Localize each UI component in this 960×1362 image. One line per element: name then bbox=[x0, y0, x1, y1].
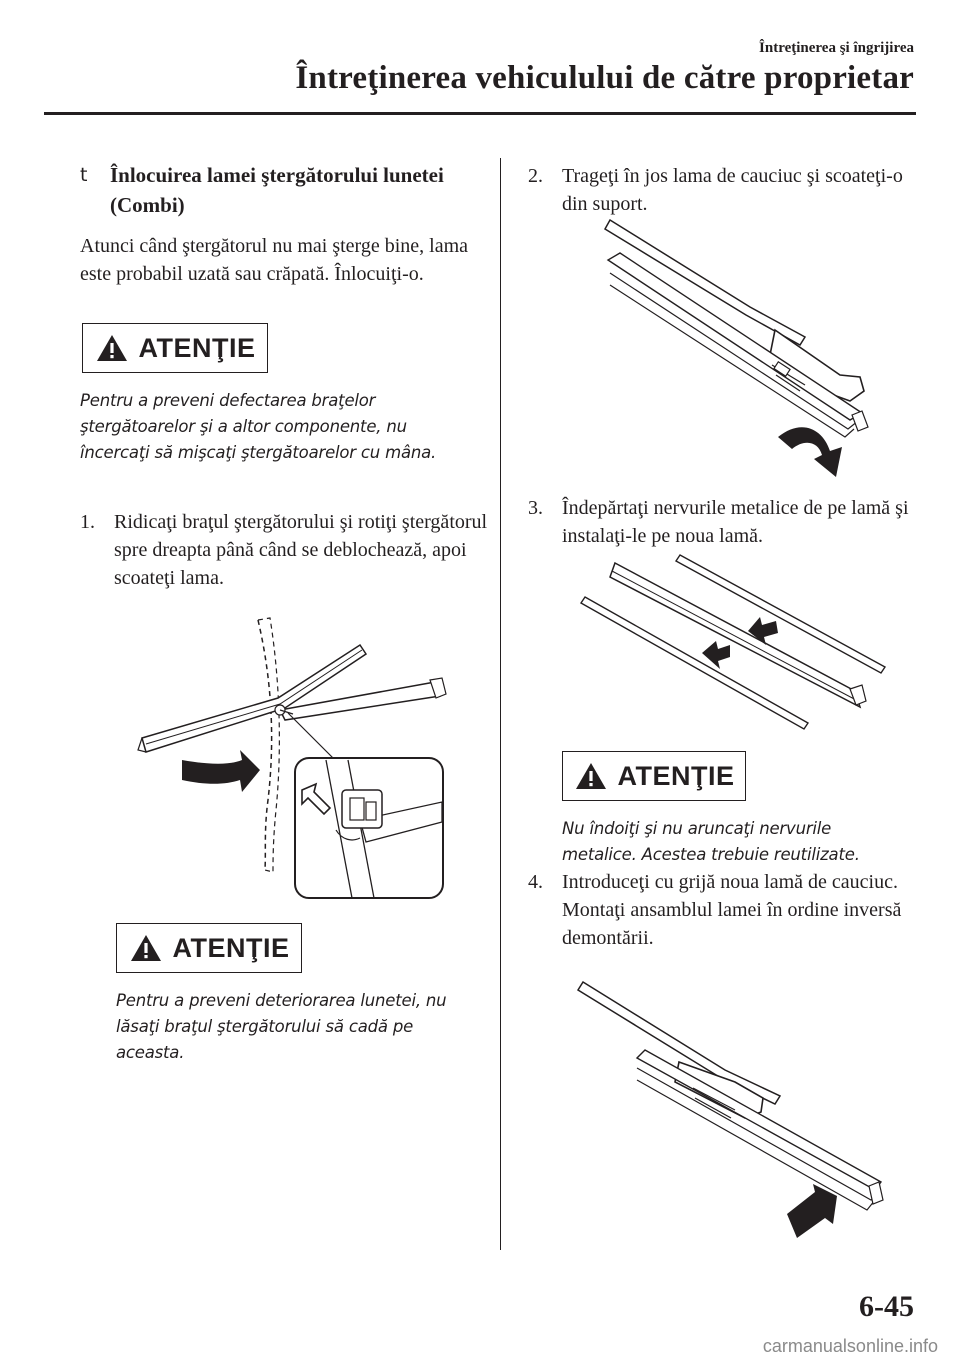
step-4-text-line1: Introduceţi cu grijă noua lamă de cauciuc. bbox=[562, 871, 898, 893]
step-4-text bbox=[562, 868, 928, 952]
step-2 bbox=[528, 162, 928, 218]
step-1-number: 1. bbox=[80, 511, 95, 533]
step-1-text: Ridicaţi braţul ştergătorului şi rotiţi ştergătorul spre dreapta până când se deblochează, apoi scoateţi lama. bbox=[114, 511, 488, 589]
step-1 bbox=[80, 508, 490, 592]
warning-triangle-icon bbox=[574, 761, 608, 791]
page-title: Întreţinerea vehiculului de către proprietar bbox=[295, 60, 914, 96]
blade-insert-illustration bbox=[575, 978, 885, 1243]
metal-ribs-illustration bbox=[580, 555, 890, 730]
step-4 bbox=[528, 868, 928, 952]
caution-label-2: ATENŢIE bbox=[172, 932, 290, 963]
warning-triangle-icon bbox=[95, 333, 129, 363]
blade-pull-down-illustration bbox=[600, 215, 890, 480]
watermark: carmanualsonline.info bbox=[762, 1336, 938, 1356]
step-3 bbox=[528, 494, 928, 550]
caution-label-3: ATENŢIE bbox=[617, 760, 735, 791]
step-4-text-line2: Montaţi ansamblul lamei în ordine inversă demontării. bbox=[562, 899, 902, 949]
caution-label-1: ATENŢIE bbox=[138, 332, 256, 363]
step-2-text: Trageţi în jos lama de cauciuc şi scoateţi-o din suport. bbox=[562, 165, 903, 215]
warning-triangle-icon bbox=[129, 933, 163, 963]
step-3-text: Îndepărtaţi nervurile metalice de pe lamă şi instalaţi-le pe noua lamă. bbox=[562, 497, 909, 547]
section-title: Înlocuirea lamei ştergătorului lunetei (Combi) bbox=[110, 163, 444, 217]
caution-text-3: Nu îndoiţi şi nu aruncaţi nervurile metalice. Acestea trebuie reutilizate. bbox=[562, 819, 860, 864]
page-number: 6-45 bbox=[859, 1290, 914, 1323]
caution-text-2: Pentru a preveni deteriorarea lunetei, nu lăsaţi braţul ştergătorului să cadă pe aceasta. bbox=[116, 991, 447, 1062]
header-divider bbox=[44, 112, 916, 115]
wiper-removal-illustration bbox=[130, 610, 450, 900]
intro-paragraph: Atunci când ştergătorul nu mai şterge bine, lama este probabil uzată sau crăpată. Înlocuiţi-o. bbox=[80, 235, 469, 285]
chapter-label: Întreţinerea şi îngrijirea bbox=[759, 40, 914, 56]
step-4-number: 4. bbox=[528, 871, 543, 893]
caution-box-1 bbox=[82, 323, 268, 373]
step-3-number: 3. bbox=[528, 497, 543, 519]
caution-box-2 bbox=[116, 923, 302, 973]
step-2-number: 2. bbox=[528, 165, 543, 187]
column-divider bbox=[500, 158, 501, 1250]
caution-box-3 bbox=[562, 751, 746, 801]
caution-text-1: Pentru a preveni defectarea braţelor ştergătoarelor şi a altor componente, nu încercaţi să mişcaţi ştergătoarelor cu mâna. bbox=[80, 391, 437, 462]
section-marker: t bbox=[80, 164, 88, 186]
